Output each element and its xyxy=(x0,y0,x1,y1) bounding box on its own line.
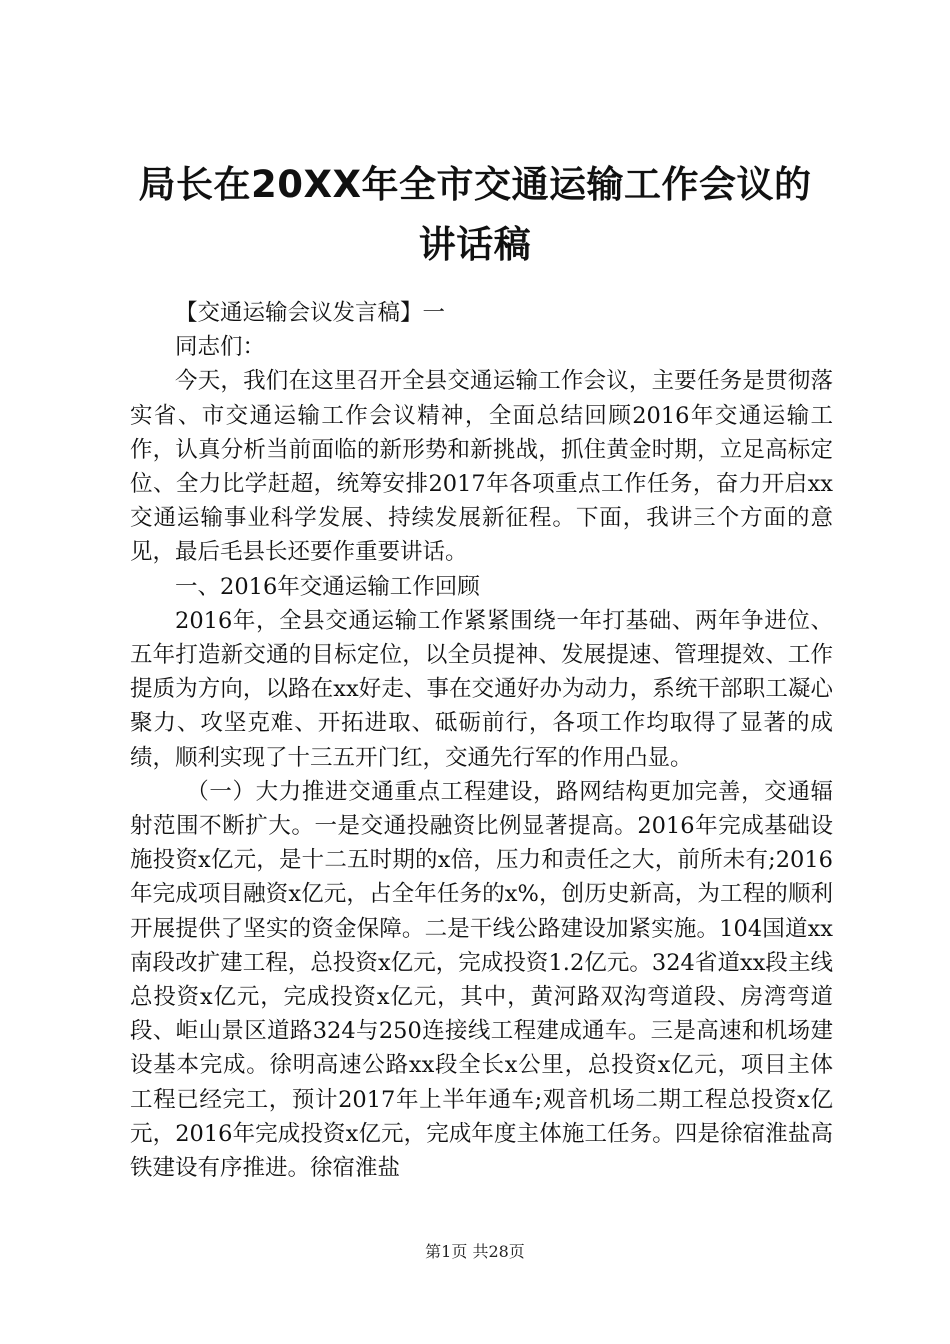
salutation: 同志们： xyxy=(175,334,266,361)
subsection-paragraph: （一）大力推进交通重点工程建设，路网结构更加完善，交通辐射范围不断扩大。一是交通投融资比例显著提高。2016年完成基础设施投资x亿元，是十二五时期的x倍，压力和责任之大，前所未有;2016年完成项目融资x亿元，占全年任务的x%，创历史新高，为工程的顺利开展提供了坚实的资金保障。二是干线公路建设加紧实施。104国道xx南段改扩建工程，总投资x亿元，完成投资1.2亿元。324省道xx段主线总投资x亿元，完成投资x亿元，其中，黄河路双沟弯道段、房湾弯道段、岠山景区道路324与250连接线工程建成通车。三是高速和机场建设基本完成。徐明高速公路xx段全长x公里，总投资x亿元，项目主体工程已经完工，预计2017年上半年通车;观音机场二期工程总投资x亿元，2016年完成投资x亿元，完成年度主体施工任务。四是徐宿淮盐高铁建设有序推进。徐宿淮盐 xyxy=(130,778,833,1182)
section-heading: 一、2016年交通运输工作回顾 xyxy=(175,573,480,600)
document-title: 局长在20XX年全市交通运输工作会议的讲话稿 xyxy=(138,163,812,266)
page-footer: 第1页 共28页 xyxy=(425,1242,525,1261)
intro-paragraph: 今天，我们在这里召开全县交通运输工作会议，主要任务是贯彻落实省、市交通运输工作会议精神，全面总结回顾2016年交通运输工作，认真分析当前面临的新形势和新挑战，抓住黄金时期，立足高标定位、全力比学赶超，统筹安排2017年各项重点工作任务，奋力开启xx交通运输事业科学发展、持续发展新征程。下面，我讲三个方面的意见，最后毛县长还要作重要讲话。 xyxy=(130,368,833,566)
speech-heading: 【交通运输会议发言稿】一 xyxy=(175,300,446,326)
document-body xyxy=(130,296,833,1185)
review-paragraph: 2016年，全县交通运输工作紧紧围绕一年打基础、两年争进位、五年打造新交通的目标定位，以全员提神、发展提速、管理提效、工作提质为方向，以路在xx好走、事在交通好办为动力，系统干部职工凝心聚力、攻坚克难、开拓进取、砥砺前行，各项工作均取得了显著的成绩，顺利实现了十三五开门红，交通先行军的作用凸显。 xyxy=(130,607,833,771)
